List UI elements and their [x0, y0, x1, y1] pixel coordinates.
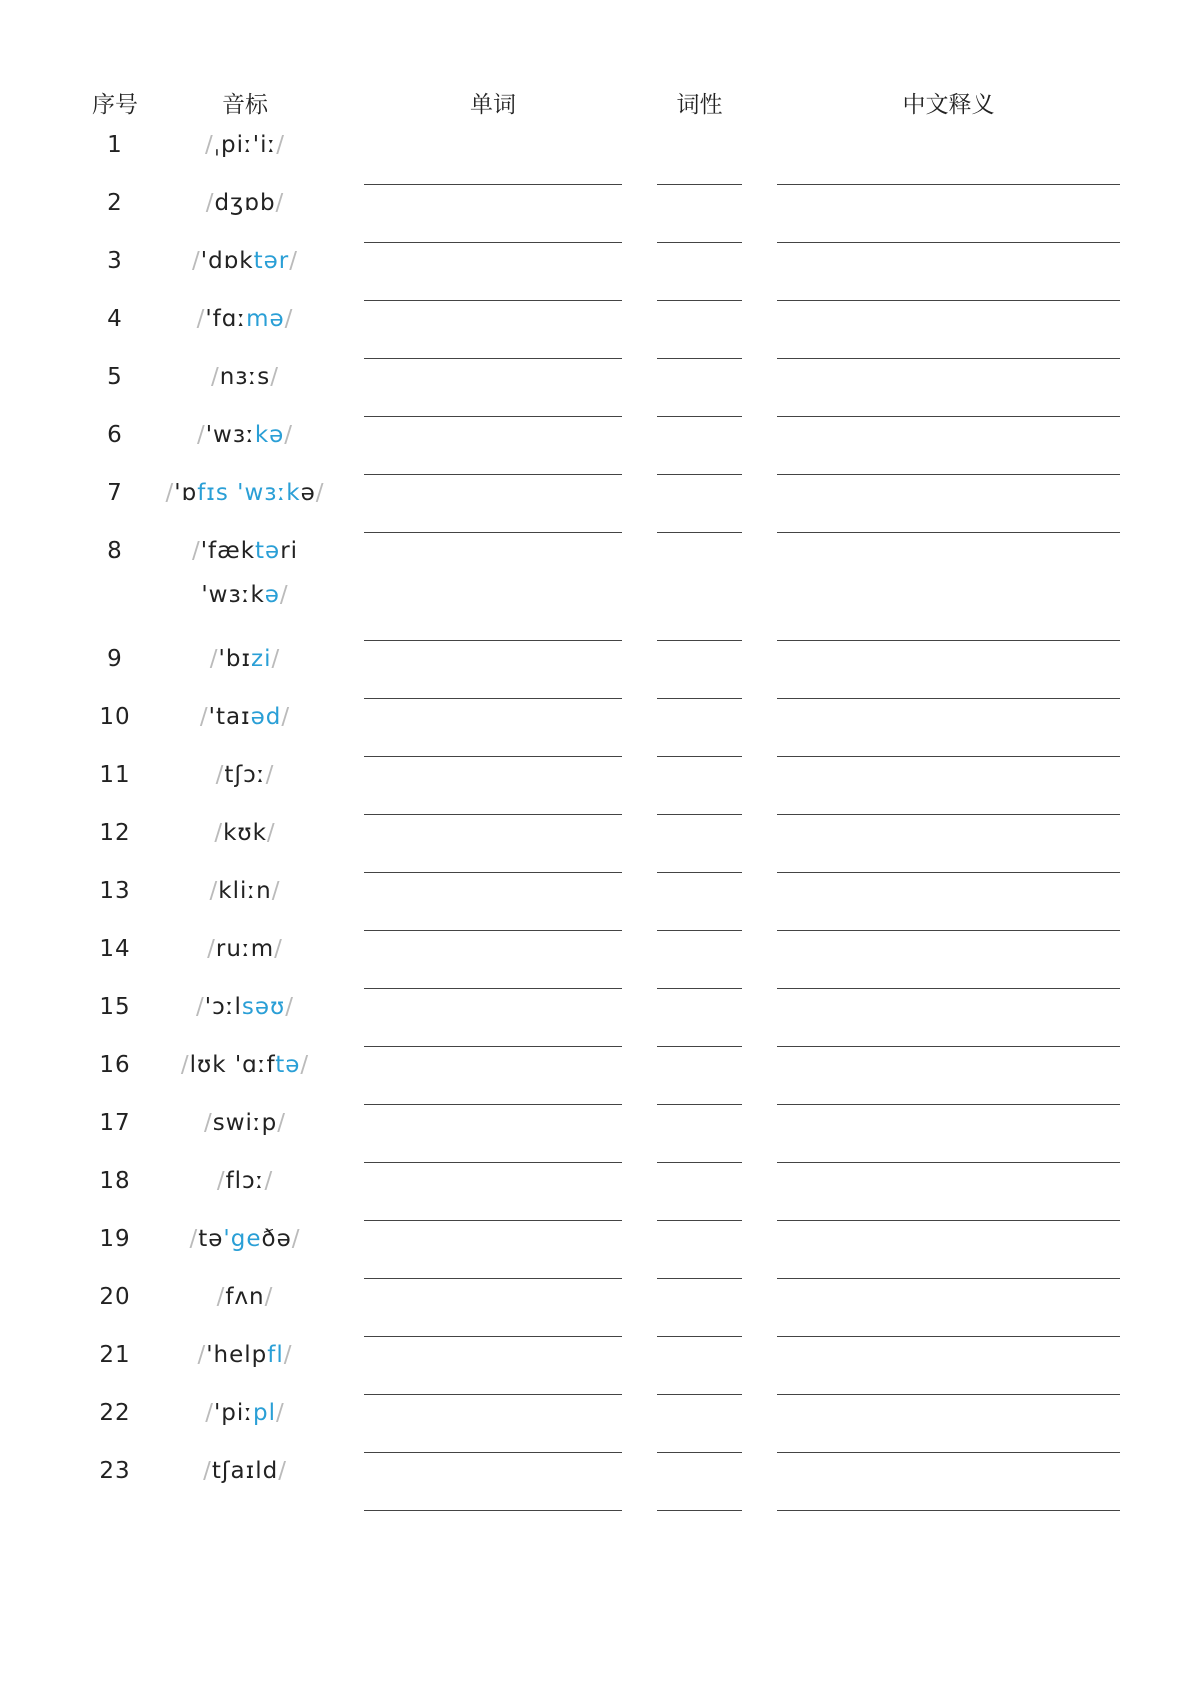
pos-blank[interactable]: [657, 474, 742, 475]
phonetic-segment: fɪs 'wɜːk: [197, 480, 301, 506]
phonetic-symbol: [160, 936, 330, 962]
phonetic-slash: /: [196, 306, 206, 332]
phonetic-slash: /: [291, 1226, 301, 1252]
row-number: 19: [99, 1226, 131, 1252]
phonetic-segment: 'ɔːl: [204, 994, 242, 1020]
phonetic-segment: fl: [267, 1342, 284, 1368]
pos-blank[interactable]: [657, 300, 742, 301]
pos-blank[interactable]: [657, 1452, 742, 1453]
phonetic-slash: /: [289, 248, 298, 274]
phonetic-slash: /: [264, 1284, 274, 1310]
pos-blank[interactable]: [657, 242, 742, 243]
phonetic-slash: /: [276, 132, 286, 158]
pos-blank[interactable]: [657, 814, 742, 815]
row-number: 3: [107, 248, 123, 274]
meaning-blank[interactable]: [777, 474, 1120, 475]
word-blank[interactable]: [364, 988, 622, 989]
meaning-blank[interactable]: [777, 1278, 1120, 1279]
phonetic-slash: /: [191, 538, 201, 564]
phonetic-slash: /: [276, 1400, 285, 1426]
phonetic-segment: 'ge: [223, 1226, 262, 1252]
row-number: 11: [99, 762, 131, 788]
pos-blank[interactable]: [657, 988, 742, 989]
phonetic-slash: /: [265, 762, 275, 788]
row-number: 9: [107, 646, 123, 672]
word-blank[interactable]: [364, 1510, 622, 1511]
phonetic-segment: fʌn: [225, 1284, 265, 1310]
word-blank[interactable]: [364, 698, 622, 699]
phonetic-symbol: [160, 248, 330, 274]
phonetic-slash: /: [189, 1226, 199, 1252]
phonetic-segment: kʊk: [223, 820, 267, 846]
phonetic-symbol: [160, 1226, 330, 1252]
phonetic-symbol: [160, 1458, 330, 1484]
pos-blank[interactable]: [657, 930, 742, 931]
meaning-blank[interactable]: [777, 416, 1120, 417]
row-number: 21: [99, 1342, 131, 1368]
phonetic-symbol: [160, 646, 330, 672]
phonetic-segment: 'taɪ: [208, 704, 251, 730]
phonetic-symbol: [160, 422, 330, 448]
row-number: 2: [107, 190, 123, 216]
phonetic-slash: /: [205, 1400, 214, 1426]
header-meaning: 中文释义: [902, 92, 995, 118]
phonetic-symbol: [160, 480, 330, 506]
word-blank[interactable]: [364, 1046, 622, 1047]
phonetic-segment: 'bɪ: [218, 646, 251, 672]
row-number: 23: [99, 1458, 131, 1484]
meaning-blank[interactable]: [777, 1394, 1120, 1395]
row-number: 1: [107, 132, 123, 158]
header-word: 单词: [470, 92, 516, 118]
phonetic-segment: tə: [275, 1052, 301, 1078]
phonetic-slash: /: [205, 190, 215, 216]
phonetic-slash: /: [203, 1110, 213, 1136]
meaning-blank[interactable]: [777, 242, 1120, 243]
phonetic-symbol: [160, 704, 330, 730]
phonetic-segment: ðə: [261, 1226, 292, 1252]
word-blank[interactable]: [364, 184, 622, 185]
phonetic-slash: /: [281, 704, 291, 730]
phonetic-segment: kliːn: [218, 878, 272, 904]
phonetic-segment: ri: [280, 538, 299, 564]
word-blank[interactable]: [364, 474, 622, 475]
word-blank[interactable]: [364, 1278, 622, 1279]
phonetic-slash: /: [284, 306, 294, 332]
phonetic-symbol: [160, 132, 330, 158]
meaning-blank[interactable]: [777, 698, 1120, 699]
phonetic-segment: 'dɒk: [200, 248, 254, 274]
row-number: 10: [99, 704, 131, 730]
phonetic-slash: /: [196, 422, 206, 448]
meaning-blank[interactable]: [777, 1336, 1120, 1337]
phonetic-slash: /: [285, 994, 294, 1020]
meaning-blank[interactable]: [777, 756, 1120, 757]
phonetic-slash: /: [216, 1168, 226, 1194]
phonetic-symbol: [160, 306, 330, 332]
phonetic-slash: /: [204, 132, 214, 158]
phonetic-slash: /: [279, 582, 289, 608]
phonetic-symbol: [160, 994, 330, 1020]
phonetic-segment: kə: [254, 422, 285, 448]
phonetic-symbol: [160, 364, 330, 390]
row-number: 22: [99, 1400, 131, 1426]
meaning-blank[interactable]: [777, 930, 1120, 931]
phonetic-symbol: [160, 538, 330, 608]
phonetic-segment: 'fɑː: [205, 306, 247, 332]
phonetic-segment: tʃɔː: [224, 762, 266, 788]
meaning-blank[interactable]: [777, 1162, 1120, 1163]
phonetic-slash: /: [277, 1110, 287, 1136]
phonetic-segment: ˌpiː'iː: [213, 132, 277, 158]
meaning-blank[interactable]: [777, 532, 1120, 533]
row-number: 17: [99, 1110, 131, 1136]
row-number: 7: [107, 480, 123, 506]
phonetic-slash: /: [209, 878, 219, 904]
word-blank[interactable]: [364, 1162, 622, 1163]
phonetic-segment: 'fæk: [200, 538, 256, 564]
phonetic-slash: /: [283, 1342, 293, 1368]
row-number: 5: [107, 364, 123, 390]
phonetic-symbol: [160, 1052, 330, 1078]
header-num: 序号: [92, 92, 138, 118]
phonetic-segment: lʊk 'ɑːf: [189, 1052, 276, 1078]
phonetic-slash: /: [266, 820, 276, 846]
phonetic-slash: /: [210, 364, 220, 390]
phonetic-slash: /: [199, 704, 209, 730]
pos-blank[interactable]: [657, 640, 742, 641]
word-blank[interactable]: [364, 242, 622, 243]
phonetic-slash: /: [271, 646, 281, 672]
pos-blank[interactable]: [657, 184, 742, 185]
pos-blank[interactable]: [657, 1220, 742, 1221]
row-number: 13: [99, 878, 131, 904]
phonetic-symbol: [160, 820, 330, 846]
word-blank[interactable]: [364, 1220, 622, 1221]
pos-blank[interactable]: [657, 872, 742, 873]
word-blank[interactable]: [364, 1394, 622, 1395]
phonetic-slash: /: [216, 1284, 226, 1310]
row-number: 20: [99, 1284, 131, 1310]
meaning-blank[interactable]: [777, 1452, 1120, 1453]
phonetic-slash: /: [192, 248, 201, 274]
header-pos: 词性: [676, 92, 723, 118]
phonetic-segment: 'help: [206, 1342, 268, 1368]
word-blank[interactable]: [364, 872, 622, 873]
word-blank[interactable]: [364, 814, 622, 815]
word-blank[interactable]: [364, 640, 622, 641]
phonetic-segment: dʒɒb: [214, 190, 276, 216]
meaning-blank[interactable]: [777, 1220, 1120, 1221]
phonetic-segment: ruːm: [215, 936, 275, 962]
pos-blank[interactable]: [657, 1278, 742, 1279]
phonetic-segment: 'piː: [213, 1400, 254, 1426]
row-number: 12: [99, 820, 131, 846]
phonetic-segment: 'wɜːk: [201, 582, 265, 608]
pos-blank[interactable]: [657, 1046, 742, 1047]
phonetic-segment: tə: [255, 538, 281, 564]
phonetic-segment: swiːp: [212, 1110, 278, 1136]
phonetic-slash: /: [165, 480, 175, 506]
row-number: 6: [107, 422, 123, 448]
word-blank[interactable]: [364, 1336, 622, 1337]
pos-blank[interactable]: [657, 756, 742, 757]
phonetic-segment: zi: [251, 646, 272, 672]
phonetic-slash: /: [275, 190, 285, 216]
phonetic-slash: /: [209, 646, 219, 672]
word-blank[interactable]: [364, 756, 622, 757]
phonetic-slash: /: [270, 364, 280, 390]
phonetic-slash: /: [284, 422, 294, 448]
word-blank[interactable]: [364, 300, 622, 301]
row-number: 18: [99, 1168, 131, 1194]
meaning-blank[interactable]: [777, 1510, 1120, 1511]
phonetic-segment: əd: [250, 704, 282, 730]
phonetic-slash: /: [278, 1458, 287, 1484]
pos-blank[interactable]: [657, 416, 742, 417]
pos-blank[interactable]: [657, 532, 742, 533]
meaning-blank[interactable]: [777, 358, 1120, 359]
phonetic-slash: /: [207, 936, 216, 962]
meaning-blank[interactable]: [777, 300, 1120, 301]
phonetic-slash: /: [196, 994, 205, 1020]
phonetic-segment: ə: [300, 480, 316, 506]
phonetic-symbol: [160, 1168, 330, 1194]
phonetic-segment: tər: [253, 248, 290, 274]
meaning-blank[interactable]: [777, 814, 1120, 815]
phonetic-slash: /: [274, 936, 283, 962]
phonetic-symbol: [160, 1110, 330, 1136]
meaning-blank[interactable]: [777, 1104, 1120, 1105]
pos-blank[interactable]: [657, 358, 742, 359]
word-blank[interactable]: [364, 532, 622, 533]
phonetic-slash: /: [271, 878, 281, 904]
phonetic-segment: 'ɒ: [174, 480, 198, 506]
phonetic-slash: /: [300, 1052, 310, 1078]
row-number: 15: [99, 994, 131, 1020]
word-blank[interactable]: [364, 1452, 622, 1453]
phonetic-symbol: [160, 1342, 330, 1368]
phonetic-slash: /: [180, 1052, 190, 1078]
meaning-blank[interactable]: [777, 640, 1120, 641]
phonetic-symbol: [160, 762, 330, 788]
meaning-blank[interactable]: [777, 184, 1120, 185]
phonetic-segment: tʃaɪld: [211, 1458, 279, 1484]
phonetic-segment: flɔː: [225, 1168, 265, 1194]
meaning-blank[interactable]: [777, 1046, 1120, 1047]
row-number: 14: [99, 936, 131, 962]
phonetic-slash: /: [215, 762, 225, 788]
row-number: 16: [99, 1052, 131, 1078]
word-blank[interactable]: [364, 416, 622, 417]
row-number: 4: [107, 306, 123, 332]
phonetic-slash: /: [203, 1458, 212, 1484]
phonetic-segment: pl: [253, 1400, 277, 1426]
phonetic-segment: tə: [198, 1226, 224, 1252]
pos-blank[interactable]: [657, 1394, 742, 1395]
phonetic-symbol: [160, 190, 330, 216]
word-blank[interactable]: [364, 358, 622, 359]
word-blank[interactable]: [364, 930, 622, 931]
phonetic-symbol: [160, 1284, 330, 1310]
phonetic-segment: 'wɜː: [205, 422, 255, 448]
phonetic-slash: /: [315, 480, 325, 506]
word-blank[interactable]: [364, 1104, 622, 1105]
pos-blank[interactable]: [657, 1510, 742, 1511]
phonetic-slash: /: [197, 1342, 207, 1368]
phonetic-symbol: [160, 1400, 330, 1426]
phonetic-segment: nɜːs: [219, 364, 271, 390]
phonetic-segment: səʊ: [241, 994, 286, 1020]
row-number: 8: [107, 538, 123, 564]
header-ipa: 音标: [222, 92, 268, 118]
pos-blank[interactable]: [657, 1162, 742, 1163]
phonetic-segment: mə: [246, 306, 285, 332]
phonetic-slash: /: [264, 1168, 274, 1194]
meaning-blank[interactable]: [777, 872, 1120, 873]
meaning-blank[interactable]: [777, 988, 1120, 989]
pos-blank[interactable]: [657, 1104, 742, 1105]
phonetic-slash: /: [214, 820, 224, 846]
phonetic-segment: ə: [264, 582, 280, 608]
pos-blank[interactable]: [657, 1336, 742, 1337]
pos-blank[interactable]: [657, 698, 742, 699]
phonetic-symbol: [160, 878, 330, 904]
